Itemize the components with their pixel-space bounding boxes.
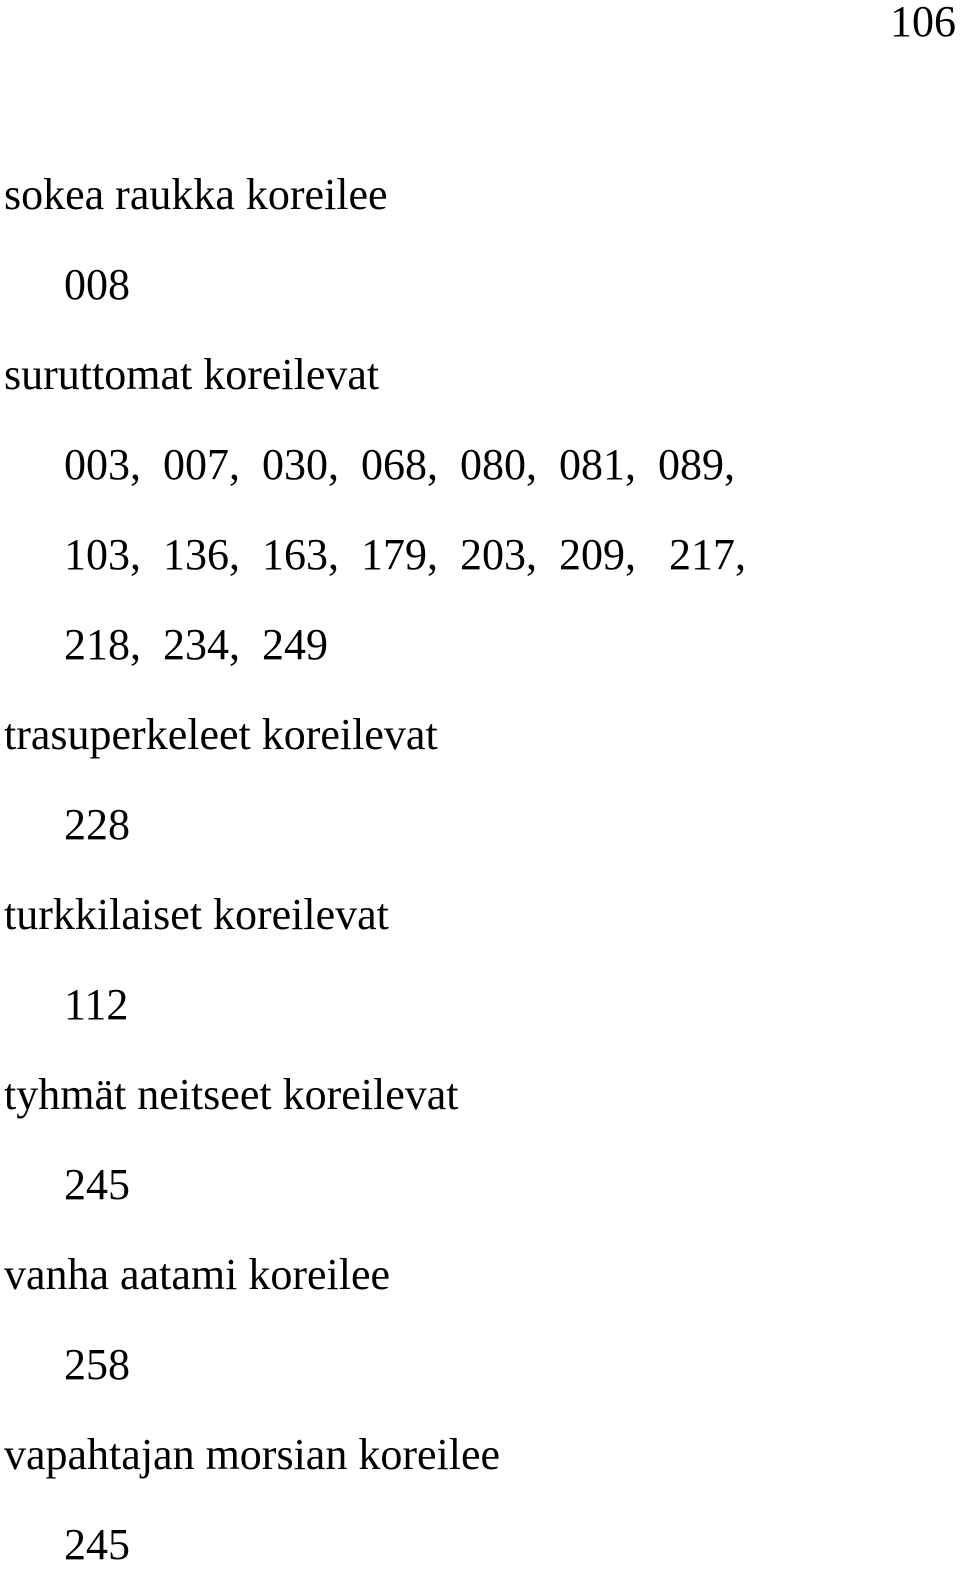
entry-references: 245 [64,1160,130,1209]
entry-references: 228 [64,800,130,849]
index-entry [4,1050,954,1230]
entry-references: 245 [64,1520,130,1569]
entry-term: turkkilaiset koreilevat [4,890,389,939]
index-entry [4,1230,954,1410]
entry-term: sokea raukka koreilee [4,170,388,219]
index-entry [4,690,954,870]
page-number: 106 [890,0,956,46]
entry-term: trasuperkeleet koreilevat [4,710,438,759]
entry-references: 112 [64,980,129,1029]
entry-term: suruttomat koreilevat [4,350,380,399]
entry-references: 003, 007, 030, 068, 080, 081, 089, [64,440,735,489]
entry-references: 258 [64,1340,130,1389]
entry-references: 103, 136, 163, 179, 203, 209, 217, [64,530,746,579]
index-entry [4,1410,954,1590]
entry-term: tyhmät neitseet koreilevat [4,1070,459,1119]
index-entry [4,330,954,690]
index-entry [4,150,954,330]
entry-term: vapahtajan morsian koreilee [4,1430,501,1479]
index-entry [4,870,954,1050]
entry-references: 218, 234, 249 [64,620,328,669]
entry-references: 008 [64,260,130,309]
index-entries [4,150,954,1590]
entry-term: vanha aatami koreilee [4,1250,391,1299]
